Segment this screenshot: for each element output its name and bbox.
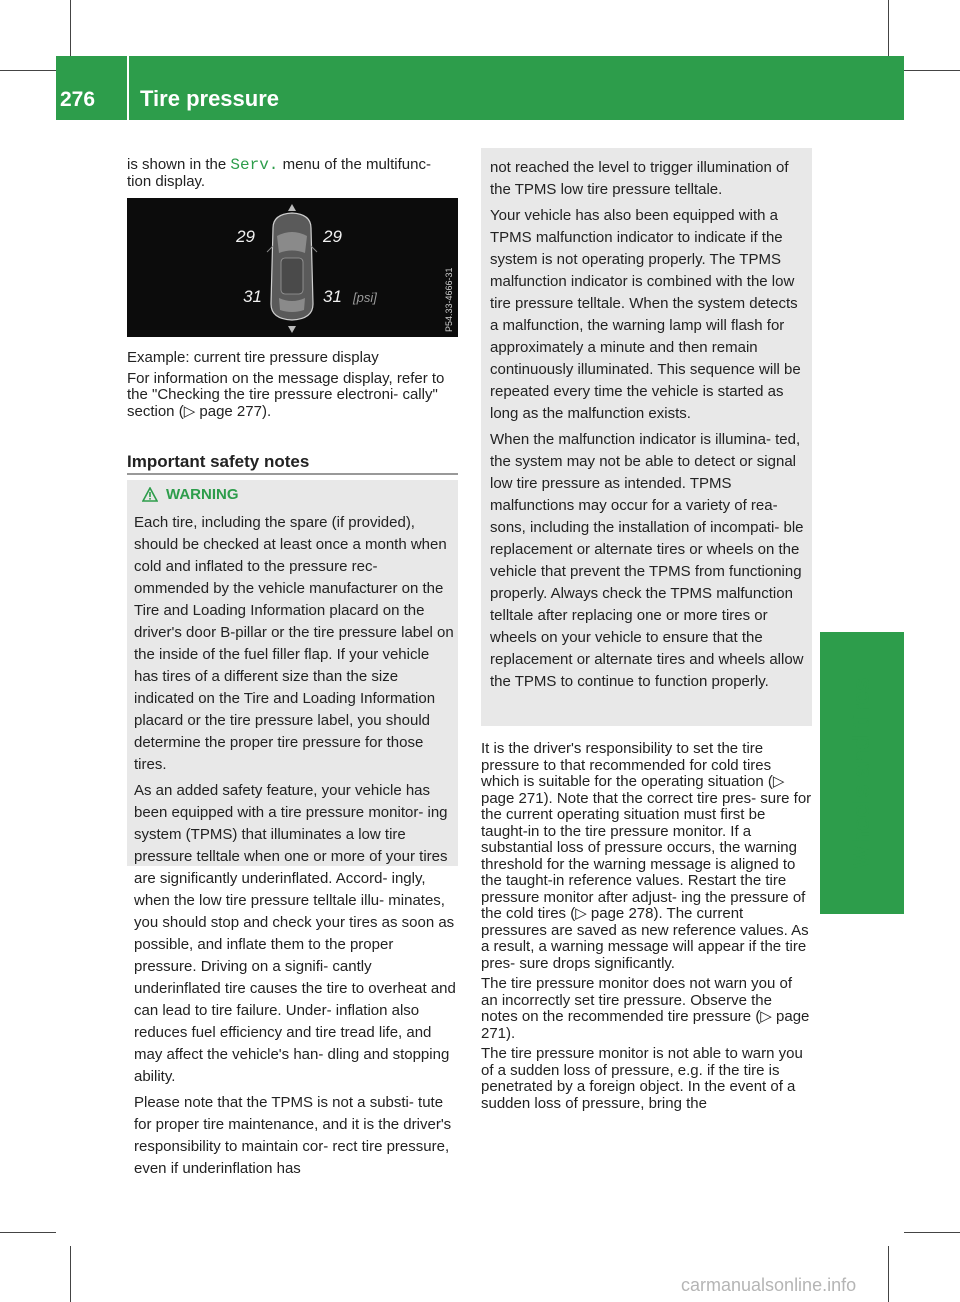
figure-code: P54.33-4666-31 [444, 267, 454, 332]
header-separator [127, 56, 129, 120]
crop-mark [0, 70, 56, 71]
page-number: 276 [60, 88, 96, 111]
warning-paragraph: When the malfunction indicator is illumina- ted, the system may not be able to detect or signal low tire pressure as intended. TPMS malfunctions may occur for a variety of rea- sons, including the installation of incompati- ble replacement or alternate tires or wheels on the vehicle that prevent the TPMS from functioning properly. Always check the TPMS malfunction telltale after replacing one or more tires or wheels on your vehicle to ensure that the replacement or alternate tires and wheels allow the TPMS to continue to function properly. [490, 431, 804, 690]
warning-text-continued [490, 157, 810, 697]
warning-paragraph: Your vehicle has also been equipped with a TPMS malfunction indicator to indicate if the system is not operating properly. The TPMS malfunction indicator is combined with the low tire pressure telltale. When the system detects a malfunction, the warning lamp will flash for approximately a minute and then remain continuously illuminated. This sequence will be repeated every time the vehicle is started as long as the malfunction exists. [490, 207, 801, 422]
info-paragraph: For information on the message display, refer to the "Checking the tire pressure electroni- cally" section (▷ page 277). [127, 369, 445, 420]
crop-mark [888, 1246, 889, 1302]
car-top-view-icon [127, 198, 458, 337]
intro-after: menu of the multifunc- tion display. [127, 156, 431, 190]
section-heading: Important safety notes [127, 452, 310, 471]
body-paragraph: The tire pressure monitor does not warn you of an incorrectly set tire pressure. Observe the notes on the recommended tire pressure (▷ page 271). [481, 975, 810, 1042]
serv-menu-label: Serv. [230, 156, 279, 174]
warning-paragraph: Please note that the TPMS is not a substi- tute for proper tire maintenance, and it is the driver's responsibility to maintain cor- rect tire pressure, even if underinflation has [134, 1094, 452, 1177]
intro-before: is shown in the [127, 156, 231, 173]
side-tab-label: Wheels and tires [848, 677, 875, 869]
heading-rule [127, 473, 458, 475]
crop-mark [904, 70, 960, 71]
warning-triangle-icon [142, 487, 158, 502]
body-paragraph: It is the driver's responsibility to set the tire pressure to that recommended for cold tires which is suitable for the operating situation (▷ page 271). Note that the correct tire pres- sure for the current operating situation must first be taught-in to the tire pressure monitor. If a substantial loss of pressure occurs, the warning threshold for the warning message is aligned to the taught-in reference values. Restart the tire pressure monitor after adjust- ing the pressure of the cold tires (▷ page 278). The current pressures are saved as new reference values. As a result, a warning message will appear if the tire pres- sure drops significantly. [481, 740, 812, 972]
warning-header [142, 486, 239, 503]
tire-value-front-right: 29 [323, 227, 342, 246]
figure-caption: Example: current tire pressure display [127, 349, 379, 366]
warning-paragraph: As an added safety feature, your vehicle has been equipped with a tire pressure monitor- ing system (TPMS) that illuminates a low tire pressure telltale when one or more of your tires are significantly underinflated. Accord- ingly, when the low tire pressure telltale illu- minates, you should stop and check your tires as soon as possible, and inflate them to the proper pressure. Driving on a signifi- cantly underinflated tire causes the tire to overheat and can lead to tire failure. Under- inflation also reduces fuel efficiency and tire tread life, and may affect the vehicle's han- dling and stopping ability. [134, 782, 456, 1085]
page-title: Tire pressure [140, 86, 280, 111]
right-text-block [481, 741, 812, 1116]
warning-paragraph: not reached the level to trigger illumination of the TPMS low tire pressure telltale. [490, 159, 789, 198]
crop-mark [70, 0, 71, 56]
warning-label: WARNING [166, 486, 239, 503]
warning-text [134, 512, 456, 1184]
crop-mark [0, 1232, 56, 1233]
intro-text [127, 157, 458, 190]
left-text-block [127, 350, 458, 424]
crop-mark [70, 1246, 71, 1302]
tire-pressure-display-image [127, 198, 458, 337]
tire-value-rear-right: 31 [323, 287, 342, 306]
body-paragraph: The tire pressure monitor is not able to warn you of a sudden loss of pressure, e.g. if the tire is penetrated by a foreign object. In the event of a sudden loss of pressure, bring the [481, 1045, 803, 1112]
crop-mark [904, 1232, 960, 1233]
tire-value-front-left: 29 [236, 227, 255, 246]
warning-paragraph: Each tire, including the spare (if provided), should be checked at least once a month when cold and inflated to the pressure rec- ommended by the vehicle manufacturer on the Tire and Loading Information placard on the driver's door B-pillar or the tire pressure label on the inside of the fuel filler flap. If your vehicle has tires of a different size than the size indicated on the Tire and Loading Information placard or the tire pressure label, you should determine the proper tire pressure for those tires. [134, 514, 454, 773]
crop-mark [888, 0, 889, 56]
pressure-unit-label: [psi] [353, 290, 377, 305]
watermark: carmanualsonline.info [681, 1275, 857, 1295]
tire-value-rear-left: 31 [243, 287, 262, 306]
